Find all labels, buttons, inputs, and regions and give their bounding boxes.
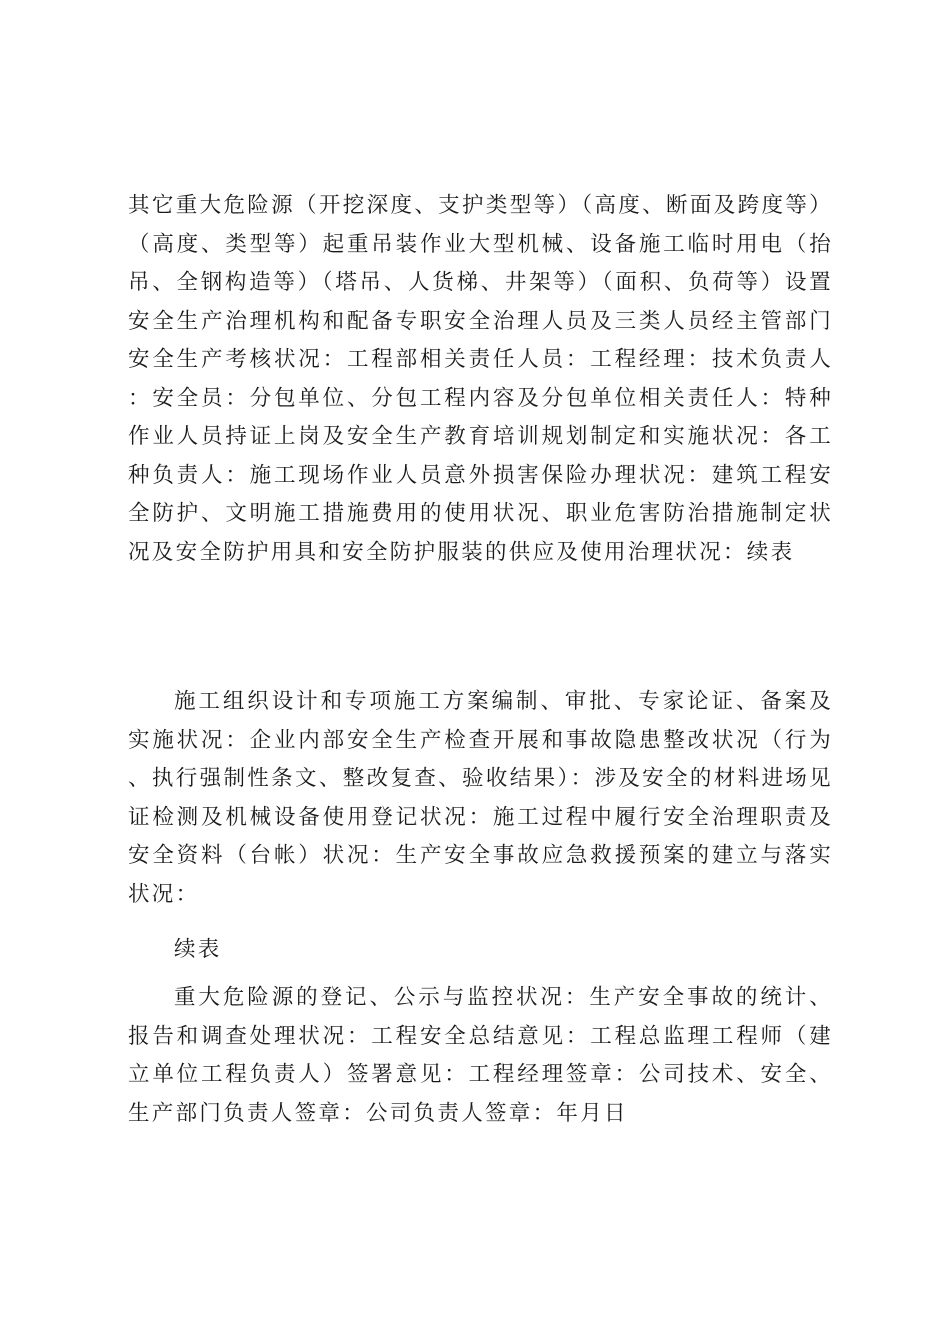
- paragraph-continued-table: 续表: [174, 937, 222, 962]
- paragraph-construction-plan: 施工组织设计和专项施工方案编制、审批、专家论证、备案及实施状况：企业内部安全生产检查开展和事故隐患整改状况（行为、执行强制性条文、整改复查、验收结果）：涉及安全的材料进场见证检测及机械设备使用登记状况：施工过程中履行安全治理职责及安全资料（台帐）状况：生产安全事故应急救援预案的建立与落实状况：: [128, 689, 833, 907]
- paragraph-signatures: 重大危险源的登记、公示与监控状况：生产安全事故的统计、报告和调查处理状况：工程安全总结意见：工程总监理工程师（建立单位工程负责人）签署意见：工程经理签章：公司技术、安全、生产部门负责人签章：公司负责人签章：年月日: [128, 985, 833, 1126]
- paragraph-hazards-and-management: 其它重大危险源（开挖深度、支护类型等）（高度、断面及跨度等）（高度、类型等）起重吊装作业大型机械、设备施工临时用电（抬吊、全钢构造等）（塔吊、人货梯、井架等）（面积、负荷等）设置安全生产治理机构和配备专职安全治理人员及三类人员经主管部门安全生产考核状况：工程部相关责任人员：工程经理：技术负责人：安全员：分包单位、分包工程内容及分包单位相关责任人：特种作业人员持证上岗及安全生产教育培训规划制定和实施状况：各工种负责人：施工现场作业人员意外损害保险办理状况：建筑工程安全防护、文明施工措施费用的使用状况、职业危害防治措施制定状况及安全防护用具和安全防护服装的供应及使用治理状况：续表: [128, 193, 833, 565]
